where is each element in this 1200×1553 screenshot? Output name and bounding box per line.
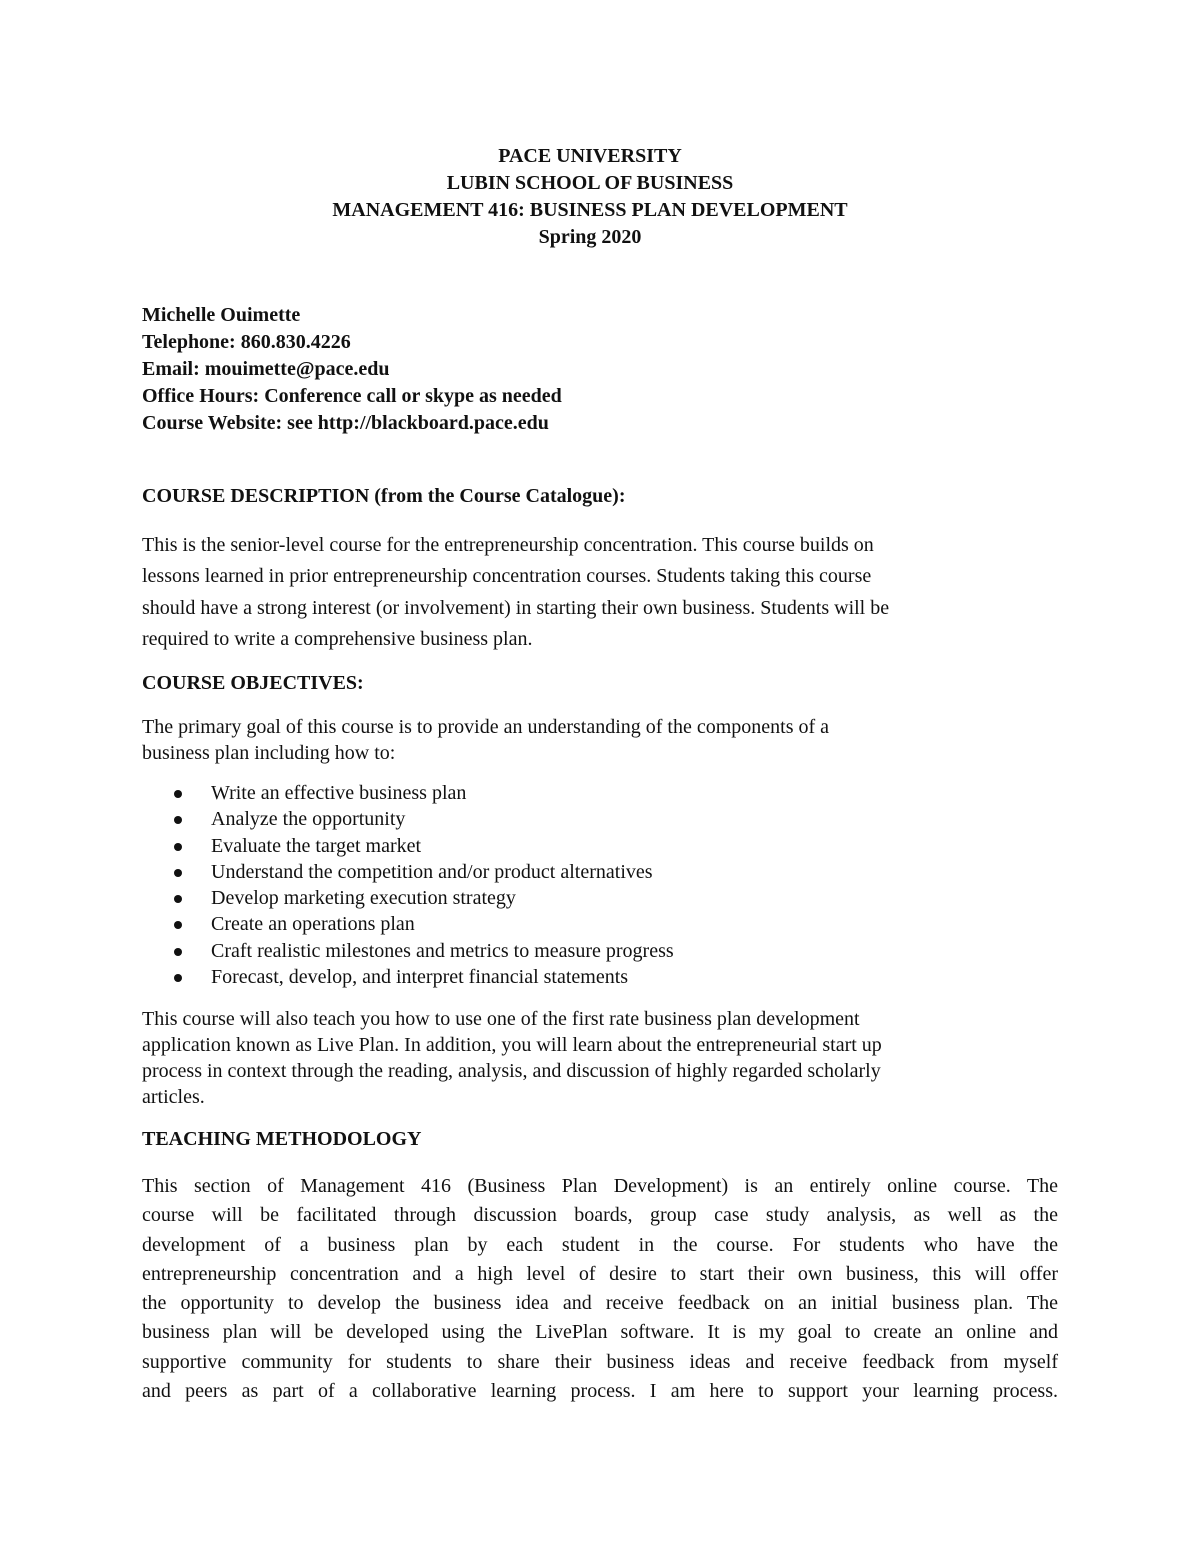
bullet-icon bbox=[174, 921, 182, 929]
list-item bbox=[168, 938, 674, 964]
objective-text: Analyze the opportunity bbox=[211, 808, 406, 831]
objectives-list bbox=[168, 780, 674, 990]
course-website: Course Website: see http://blackboard.pace.edu bbox=[142, 412, 549, 434]
bullet-icon bbox=[174, 895, 182, 903]
instructor-contact bbox=[142, 302, 562, 437]
course-title: MANAGEMENT 416: BUSINESS PLAN DEVELOPMENT bbox=[332, 199, 848, 221]
instructor-name: Michelle Ouimette bbox=[142, 304, 301, 326]
list-item bbox=[168, 964, 674, 990]
methodology-line: business plan will be developed using the LivePlan software. It is my goal to create an online and bbox=[142, 1321, 1058, 1344]
description-line: lessons learned in prior entrepreneurship concentration courses. Students taking this course bbox=[142, 565, 872, 588]
methodology-line: the opportunity to develop the business idea and receive feedback on an initial business plan. The bbox=[142, 1292, 1058, 1315]
course-description-heading: COURSE DESCRIPTION (from the Course Catalogue): bbox=[142, 485, 626, 507]
bullet-icon bbox=[174, 843, 182, 851]
objectives-intro-line: The primary goal of this course is to provide an understanding of the components of a bbox=[142, 716, 830, 738]
term: Spring 2020 bbox=[538, 226, 642, 248]
objectives-intro bbox=[142, 714, 829, 766]
document-header bbox=[0, 143, 1180, 251]
objective-text: Write an effective business plan bbox=[211, 782, 467, 804]
objective-text: Create an operations plan bbox=[211, 913, 415, 936]
bullet-icon bbox=[174, 948, 182, 956]
methodology-line: development of a business plan by each student in the course. For students who have the bbox=[142, 1233, 1058, 1256]
objective-text: Understand the competition and/or product alternatives bbox=[211, 860, 653, 883]
methodology-line: course will be facilitated through discussion boards, group case study analysis, as well as the bbox=[142, 1204, 1058, 1227]
methodology-line: entrepreneurship concentration and a high level of desire to start their own business, this will offer bbox=[142, 1262, 1058, 1285]
objectives-closing-line: process in context through the reading, analysis, and discussion of highly regarded scholarly bbox=[142, 1060, 881, 1082]
methodology-line: This section of Management 416 (Business Plan Development) is an entirely online course. The bbox=[142, 1175, 1058, 1197]
teaching-methodology-text bbox=[142, 1172, 1058, 1406]
list-item bbox=[168, 833, 674, 859]
description-line: should have a strong interest (or involvement) in starting their own business. Students will be bbox=[142, 596, 890, 619]
course-description-text bbox=[142, 530, 889, 655]
list-item bbox=[168, 859, 674, 885]
methodology-line: supportive community for students to share their business ideas and receive feedback from myself bbox=[142, 1350, 1058, 1373]
objectives-closing bbox=[142, 1006, 882, 1110]
instructor-telephone: Telephone: 860.830.4226 bbox=[142, 331, 351, 353]
description-line: This is the senior-level course for the entrepreneurship concentration. This course builds on bbox=[142, 534, 874, 556]
objective-text: Craft realistic milestones and metrics to measure progress bbox=[211, 939, 674, 962]
objective-text: Forecast, develop, and interpret financial statements bbox=[211, 966, 629, 989]
school-name: LUBIN SCHOOL OF BUSINESS bbox=[446, 172, 734, 194]
bullet-icon bbox=[174, 790, 182, 798]
bullet-icon bbox=[174, 869, 182, 877]
instructor-email: Email: mouimette@pace.edu bbox=[142, 358, 390, 380]
bullet-icon bbox=[174, 974, 182, 982]
objective-text: Evaluate the target market bbox=[211, 834, 422, 857]
list-item bbox=[168, 780, 674, 806]
bullet-icon bbox=[174, 816, 182, 824]
university-name: PACE UNIVERSITY bbox=[498, 145, 682, 167]
objectives-intro-line: business plan including how to: bbox=[142, 742, 396, 764]
office-hours: Office Hours: Conference call or skype as needed bbox=[142, 385, 562, 407]
list-item bbox=[168, 806, 674, 832]
objective-text: Develop marketing execution strategy bbox=[211, 887, 516, 910]
objectives-closing-line: This course will also teach you how to use one of the first rate business plan development bbox=[142, 1008, 860, 1030]
description-line: required to write a comprehensive business plan. bbox=[142, 627, 533, 650]
objectives-closing-line: application known as Live Plan. In addition, you will learn about the entrepreneurial start up bbox=[142, 1034, 882, 1056]
methodology-line: and peers as part of a collaborative learning process. I am here to support your learning process. bbox=[142, 1380, 1058, 1403]
objectives-closing-line: articles. bbox=[142, 1086, 205, 1108]
list-item bbox=[168, 911, 674, 937]
course-objectives-heading: COURSE OBJECTIVES: bbox=[142, 672, 364, 694]
list-item bbox=[168, 885, 674, 911]
teaching-methodology-heading: TEACHING METHODOLOGY bbox=[142, 1128, 422, 1150]
